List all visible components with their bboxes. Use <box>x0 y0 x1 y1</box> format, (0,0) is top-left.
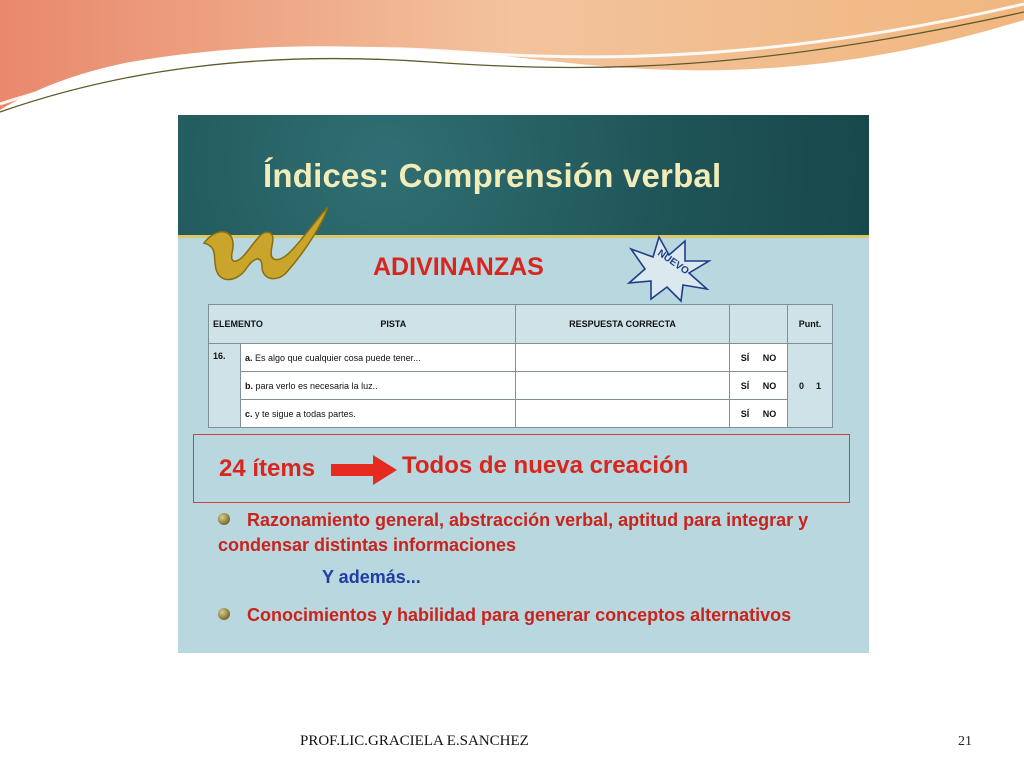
starburst-icon <box>623 233 715 303</box>
bullet-item <box>218 508 858 558</box>
row-letter: b. <box>245 380 253 391</box>
answer-cell[interactable] <box>516 344 730 372</box>
header-element-label: ELEMENTO <box>213 319 263 329</box>
yes-no-cell <box>730 372 788 400</box>
item-number: 16. <box>209 344 241 428</box>
bullet-text: Razonamiento general, abstracción verbal, aptitud para integrar y condensar distintas informaciones <box>218 510 809 555</box>
footer-author: PROF.LIC.GRACIELA E.SANCHEZ <box>300 733 529 749</box>
right-arrow-icon <box>331 453 399 487</box>
section-title: ADIVINANZAS <box>373 253 544 281</box>
score-value: 1 <box>816 380 822 391</box>
also-label: Y además... <box>322 567 421 587</box>
yes-label: SÍ <box>740 352 750 363</box>
slide-image <box>178 115 869 653</box>
table-row <box>209 344 833 372</box>
page-number: 21 <box>958 734 972 749</box>
bullet-text: Conocimientos y habilidad para generar conceptos alternativos <box>247 605 792 625</box>
row-clue: y te sigue a todas partes. <box>255 408 356 419</box>
row-letter: a. <box>245 352 253 363</box>
header-answer: RESPUESTA CORRECTA <box>516 305 730 344</box>
table-row <box>209 400 833 428</box>
row-clue: para verlo es necesaria la luz.. <box>255 380 378 391</box>
table-row <box>209 372 833 400</box>
yes-no-cell <box>730 400 788 428</box>
items-table <box>208 304 833 428</box>
answer-cell[interactable] <box>516 400 730 428</box>
callout-count: 24 ítems <box>219 455 316 482</box>
yes-label: SÍ <box>740 408 750 419</box>
yes-no-cell <box>730 344 788 372</box>
answer-cell[interactable] <box>516 372 730 400</box>
header-clue-label: PISTA <box>380 319 407 329</box>
score-value: 0 <box>799 380 805 391</box>
no-label: NO <box>762 352 777 363</box>
clue-cell <box>241 400 516 428</box>
header-cell-element <box>209 305 516 344</box>
bullet-dot-icon <box>218 608 230 620</box>
bullet-dot-icon <box>218 513 230 525</box>
no-label: NO <box>762 380 777 391</box>
top-wave-decoration <box>0 0 1024 120</box>
yes-label: SÍ <box>740 380 750 391</box>
callout-box <box>193 434 850 503</box>
clue-cell <box>241 344 516 372</box>
new-badge-label: NUEVO <box>655 247 691 278</box>
row-letter: c. <box>245 408 253 419</box>
row-clue: Es algo que cualquier cosa puede tener... <box>255 352 421 363</box>
w-logo-icon <box>196 195 336 285</box>
bullet-item <box>218 603 858 628</box>
slide-title: Índices: Comprensión verbal <box>263 157 722 194</box>
callout-text: Todos de nueva creación <box>402 452 689 479</box>
no-label: NO <box>762 408 777 419</box>
score-cell <box>788 344 833 428</box>
header-blank <box>730 305 788 344</box>
clue-cell <box>241 372 516 400</box>
header-score: Punt. <box>788 305 833 344</box>
table-header-row <box>209 305 833 344</box>
